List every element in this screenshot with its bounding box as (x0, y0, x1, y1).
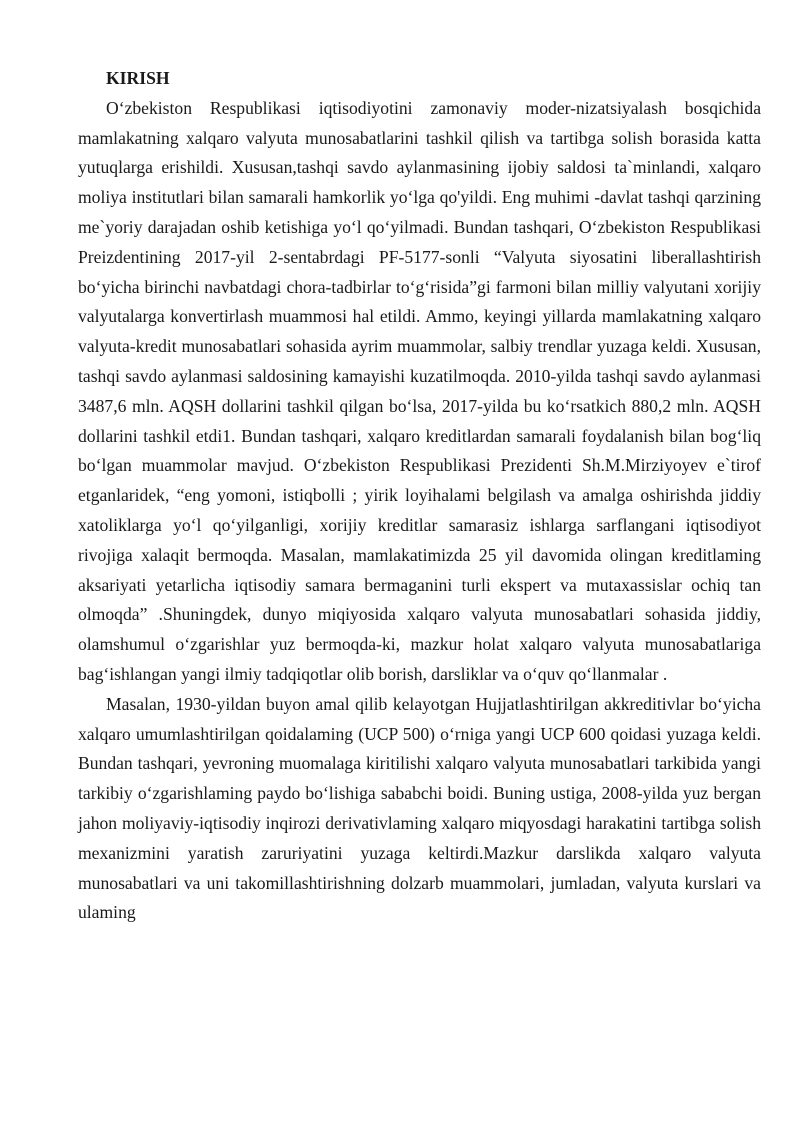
document-page (78, 64, 761, 928)
paragraph-1: O‘zbekiston Respublikasi iqtisodiyotini zamonaviy moder-nizatsiyalash bosqichida mamlakatning xalqaro valyuta munosabatlarini tashkil qilish va tartibga solish borasida katta yutuqlarga erishildi. Xususan,tashqi savdo aylanmasining ijobiy saldosi ta`minlandi, xalqaro moliya institutlari bilan samarali hamkorlik yo‘lga qo'yildi. Eng muhimi -davlat tashqi qarzining me`yoriy darajadan oshib ketishiga yo‘l qo‘yilmadi. Bundan tashqari, O‘zbekiston Respublikasi Preizdentining 2017-yil 2-sentabrdagi PF-5177-sonli “Valyuta siyosatini liberallashtirish bo‘yicha birinchi navbatdagi chora-tadbirlar to‘g‘risida”gi farmoni bilan milliy valyutani xorijiy valyutalarga konvertirlash muammosi hal etildi. Ammo, keyingi yillarda mamlakatning xalqaro valyuta-kredit munosabatlari sohasida ayrim muammolar, salbiy trendlar yuzaga keldi. Xususan, tashqi savdo aylanmasi saldosining kamayishi kuzatilmoqda. 2010-yilda tashqi savdo aylanmasi 3487,6 mln. AQSH dollarini tashkil qilgan bo‘lsa, 2017-yilda bu ko‘rsatkich 880,2 mln. AQSH dollarini tashkil etdi1. Bundan tashqari, xalqaro kreditlardan samarali foydalanish bilan bog‘liq bo‘lgan muammolar mavjud. O‘zbekiston Respublikasi Prezidenti Sh.M.Mirziyoyev e`tirof etganlaridek, “eng yomoni, istiqbolli ; yirik loyihalami belgilash va amalga oshirishda jiddiy xatoliklarga yo‘l qo‘yilganligi, xorijiy kreditlar samarasiz ishlarga sarflangani iqtisodiyot rivojiga xalaqit bermoqda. Masalan, mamlakatimizda 25 yil davomida olingan kreditlaming aksariyati yetarlicha iqtisodiy samara bermaganini turli ekspert va mutaxassislar ochiq tan olmoqda” .Shuningdek, dunyo miqiyosida xalqaro valyuta munosabatlari sohasida jiddiy, olamshumul o‘zgarishlar yuz bermoqda-ki, mazkur holat xalqaro valyuta munosabatlariga bag‘ishlangan yangi ilmiy tadqiqotlar olib borish, darsliklar va o‘quv qo‘llanmalar . (78, 97, 761, 684)
paragraph-2: Masalan, 1930-yildan buyon amal qilib kelayotgan Hujjatlashtirilgan akkreditivlar bo‘yicha xalqaro umumlashtirilgan qoidalaming (UCP 500) o‘rniga yangi UCP 600 qoidasi yuzaga keldi. Bundan tashqari, yevroning muomalaga kiritilishi xalqaro valyuta munosabatlari tarkibida yangi tarkibiy o‘zgarishlaming paydo bo‘lishiga sababchi boidi. Buning ustiga, 2008-yilda yuz bergan jahon moliyaviy-iqtisodiy inqirozi derivativlaming xalqaro miqyosdagi harakatini tartibga solish mexanizmini yaratish zaruriyatini yuzaga keltirdi.Mazkur darslikda xalqaro valyuta munosabatlari va uni takomillashtirishning dolzarb muammolari, jumladan, valyuta kurslari va ulaming (78, 693, 761, 923)
section-heading: KIRISH (106, 68, 170, 88)
